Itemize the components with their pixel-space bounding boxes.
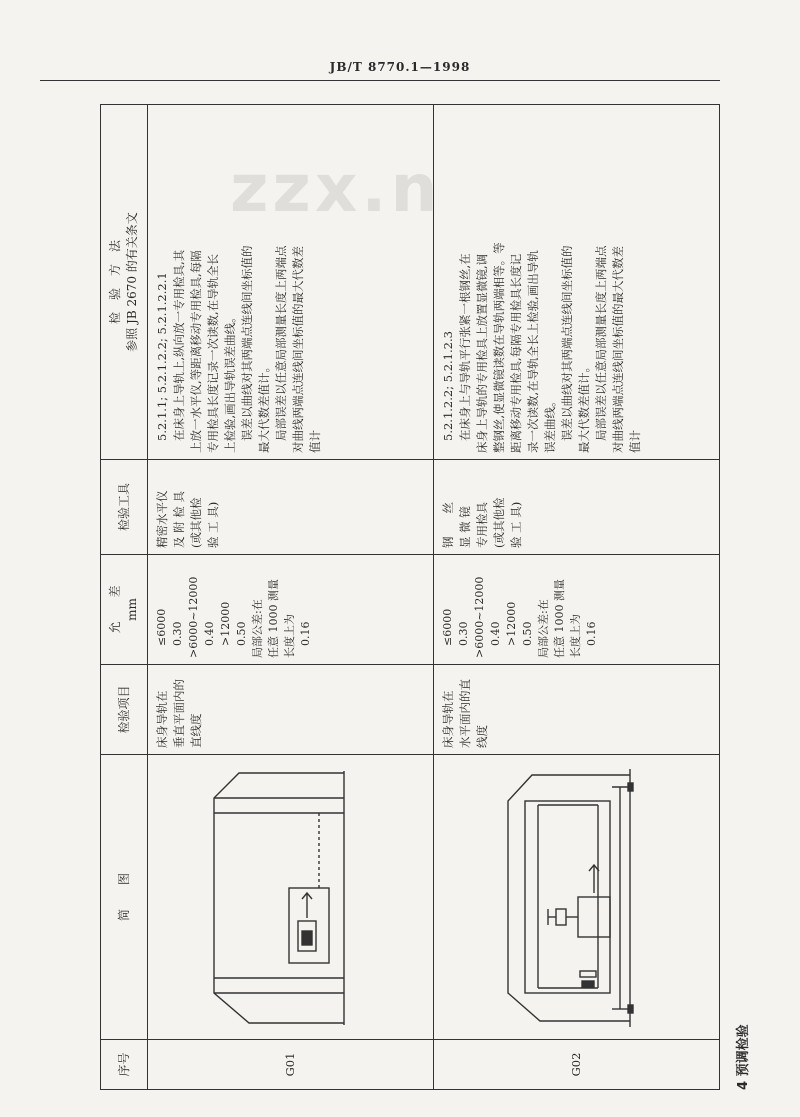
method-line: 最大代数差值计。 bbox=[577, 361, 591, 453]
item-line: 线度 bbox=[475, 725, 489, 748]
header-tolerance bbox=[101, 555, 148, 665]
method-line: 对曲线两端点连线间坐标值的最大代数差 bbox=[611, 246, 625, 453]
tolerance-line: 0.30 bbox=[171, 621, 184, 646]
tool-line: 钢 丝 bbox=[441, 502, 455, 548]
row-no: G02 bbox=[434, 1040, 720, 1090]
method-line: 床身上导轨的专用检具上放置显微镜,调 bbox=[475, 253, 489, 453]
page-header: JB/T 8770.1—1998 bbox=[329, 60, 471, 74]
item-line: 水平面内的直 bbox=[458, 679, 472, 748]
tool-line: 验 工 具) bbox=[206, 501, 220, 548]
method-line: 录一次读数,在导轨全长上检验,画出导轨 bbox=[526, 250, 540, 453]
tool-line: 专用检具 bbox=[475, 502, 489, 548]
tolerance-line: 0.50 bbox=[521, 621, 534, 646]
method-line: 最大代数差值计。 bbox=[257, 361, 271, 453]
tool-line: 显 微 镜 bbox=[458, 506, 472, 548]
figure-g01 bbox=[148, 755, 434, 1040]
bed-horizontal-straightness-diagram bbox=[480, 763, 640, 1033]
tolerance-line: 0.50 bbox=[235, 621, 248, 646]
method-line: 值计 bbox=[308, 430, 322, 453]
method-line: 局部误差以任意局部测量长度上两端点 bbox=[274, 245, 288, 441]
method-line: 对曲线两端点连线间坐标值的最大代数差 bbox=[291, 246, 305, 453]
table-header-row bbox=[101, 105, 148, 1090]
method-line: 误差以曲线对其两端点连线间坐标值的 bbox=[560, 245, 574, 441]
tool-line: 及 附 检 具 bbox=[172, 491, 186, 548]
tolerance-line: 0.16 bbox=[299, 621, 312, 646]
tolerance-line: 0.16 bbox=[585, 621, 598, 646]
tolerance-line: 局部公差:在 bbox=[251, 599, 264, 658]
method-line: 距离移动专用检具,每隔专用检具长度记 bbox=[509, 253, 523, 453]
section-title: 4 预调检验 bbox=[736, 1024, 751, 1090]
method-line: 局部误差以任意局部测量长度上两端点 bbox=[594, 245, 608, 441]
method-line: 误差以曲线对其两端点连线间坐标值的 bbox=[240, 245, 254, 441]
method-cell bbox=[434, 105, 720, 460]
method-line: 整钢丝,使显微镜读数在导轨两端相等。等 bbox=[492, 242, 506, 453]
method-line: 上检验,画出导轨误差曲线。 bbox=[223, 311, 237, 453]
tolerance-line: 任意 1000 测量 bbox=[267, 579, 280, 658]
watermark: zzx.n bbox=[230, 150, 442, 227]
method-line: 5.2.1.2.2; 5.2.1.2.3 bbox=[441, 331, 455, 441]
method-line: 专用检具长度记录一次读数,在导轨全长 bbox=[206, 253, 220, 453]
tolerance-cell bbox=[148, 555, 434, 665]
method-line: 在床身上与导轨平行张紧一根钢丝,在 bbox=[458, 253, 472, 441]
header-rule bbox=[40, 80, 720, 81]
tolerance-line: ≤6000 bbox=[155, 608, 168, 646]
tool-cell bbox=[148, 460, 434, 555]
tolerance-title: 允 差 bbox=[108, 585, 122, 634]
tolerance-line: 0.40 bbox=[203, 621, 216, 646]
item-line: 床身导轨在 bbox=[441, 690, 455, 748]
item-line: 床身导轨在 bbox=[155, 690, 169, 748]
item-line: 直线度 bbox=[189, 713, 203, 748]
method-cell bbox=[148, 105, 434, 460]
tool-line: 精密水平仪 bbox=[155, 490, 169, 548]
method-line: 5.2.1.1; 5.2.1.2.2; 5.2.1.2.2.1 bbox=[155, 272, 169, 441]
header-item: 检验项目 bbox=[101, 665, 148, 755]
item-cell bbox=[148, 665, 434, 755]
header-method bbox=[101, 105, 148, 460]
inspection-table bbox=[100, 104, 720, 1090]
tolerance-line: 长度上为 bbox=[283, 614, 296, 658]
tolerance-line: 0.40 bbox=[489, 621, 502, 646]
tolerance-line: 任意 1000 测量 bbox=[553, 579, 566, 658]
tolerance-line: 0.30 bbox=[457, 621, 470, 646]
method-title: 检 验 方 法 bbox=[108, 240, 122, 325]
method-line: 误差曲线。 bbox=[543, 395, 557, 453]
header-no: 序号 bbox=[101, 1040, 148, 1090]
figure-g02 bbox=[434, 755, 720, 1040]
tolerance-cell bbox=[434, 555, 720, 665]
method-line: 上放一水平仪,等距离移动专用检具,每隔 bbox=[189, 250, 203, 453]
row-no: G01 bbox=[148, 1040, 434, 1090]
tool-line: (或其他检 bbox=[189, 497, 203, 548]
method-line: 值计 bbox=[628, 430, 642, 453]
tolerance-line: >6000~12000 bbox=[473, 576, 486, 658]
header-tool: 检验工具 bbox=[101, 460, 148, 555]
method-line: 在床身上导轨上,纵向放一专用检具,其 bbox=[172, 249, 186, 441]
tool-line: (或其他检 bbox=[492, 497, 506, 548]
tolerance-line: 长度上为 bbox=[569, 614, 582, 658]
tool-cell bbox=[434, 460, 720, 555]
tolerance-line: >12000 bbox=[219, 601, 232, 646]
tolerance-line: 局部公差:在 bbox=[537, 599, 550, 658]
tolerance-line: ≤6000 bbox=[441, 608, 454, 646]
table-row bbox=[148, 105, 434, 1090]
tolerance-unit: mm bbox=[125, 598, 139, 621]
item-line: 垂直平面内的 bbox=[172, 679, 186, 748]
rotated-table-block bbox=[100, 105, 751, 1090]
bed-vertical-straightness-diagram bbox=[194, 763, 354, 1033]
tolerance-line: >12000 bbox=[505, 601, 518, 646]
table-row bbox=[434, 105, 720, 1090]
header-figure: 简 图 bbox=[101, 755, 148, 1040]
method-ref: 参照 JB 2670 的有关条文 bbox=[125, 212, 139, 352]
tolerance-line: >6000~12000 bbox=[187, 576, 200, 658]
item-cell bbox=[434, 665, 720, 755]
tool-line: 验 工 具) bbox=[509, 501, 523, 548]
